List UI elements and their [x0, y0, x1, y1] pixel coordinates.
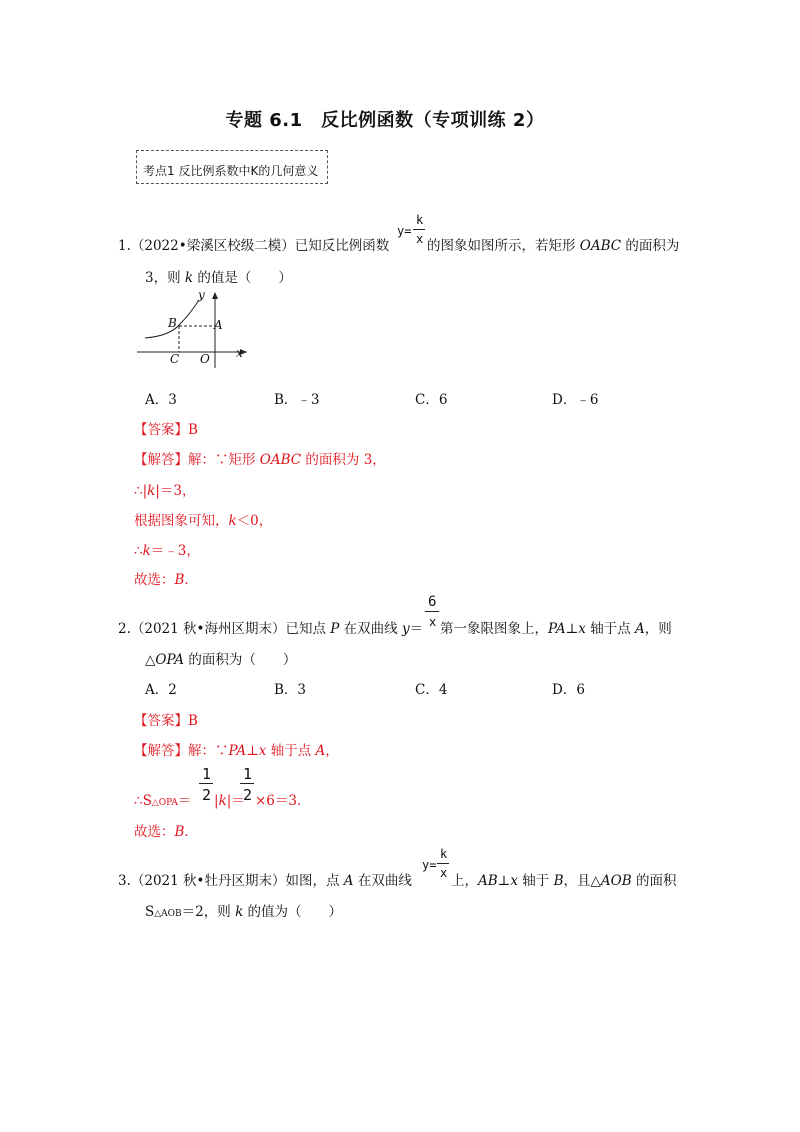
graph-label-x: x [236, 346, 243, 360]
q2-frac-den: x [429, 615, 437, 629]
q3-line2: S△AOB＝2，则 k 的值为（ ） [145, 904, 343, 920]
q1-solution-4: ∴k＝﹣3， [134, 543, 200, 559]
q3-frac-y: y= [422, 858, 437, 872]
graph-label-B: B [168, 316, 177, 330]
q2-solution-2-end: ×6＝3． [255, 793, 311, 809]
q1-option-c: C．6 [415, 392, 448, 408]
topic-label: 考点1 反比例系数中K的几何意义 [143, 164, 319, 178]
topic-box [136, 150, 328, 184]
q2-solution-2-pre: ∴S△OPA＝ [134, 793, 192, 809]
q2-half-den-1: 2 [202, 786, 212, 804]
q1-answer: 【答案】B [134, 422, 198, 438]
q2-option-a: A．2 [145, 682, 177, 698]
q2-line2: △OPA 的面积为（ ） [145, 652, 297, 668]
graph-label-O: O [200, 352, 210, 366]
graph-label-C: C [170, 352, 180, 366]
q1-frac-num: k [416, 213, 424, 227]
q2-option-d: D．6 [552, 682, 585, 698]
q3-line1-suffix: 上，AB⊥x 轴于 B，且△AOB 的面积 [451, 873, 677, 889]
q2-half-den-2: 2 [243, 786, 253, 804]
q2-frac-bar [425, 611, 439, 612]
q2-option-c: C．4 [415, 682, 448, 698]
q1-solution-2: ∴|k|＝3， [134, 483, 196, 499]
q2-frac-num: 6 [428, 594, 437, 610]
q1-solution-3: 根据图象可知，k＜0， [134, 513, 273, 529]
q1-frac-bar [413, 229, 425, 230]
q2-solution-3: 故选：B． [134, 824, 198, 840]
q2-half-num-2: 1 [243, 765, 253, 783]
q3-line1: 3.（2021 秋•牡丹区期末）如图，点 A 在双曲线 [118, 873, 412, 889]
graph-label-y: y [198, 288, 205, 302]
q2-half-bar-2 [240, 783, 254, 784]
q3-frac-num: k [440, 847, 448, 861]
q1-line1: 1.（2022•梁溪区校级二模）已知反比例函数 [118, 238, 390, 254]
q2-option-b: B．3 [274, 682, 307, 698]
q1-line2: 3，则 k 的值是（ ） [145, 270, 292, 286]
q1-line1-suffix: 的图象如图所示，若矩形 OABC 的面积为 [427, 238, 680, 254]
q3-frac-bar [437, 863, 449, 864]
q1-frac-den: x [416, 232, 424, 246]
q2-answer: 【答案】B [134, 713, 198, 729]
q1-solution-1: 【解答】解：∵矩形 OABC 的面积为 3， [134, 452, 386, 468]
q2-line1-suffix: 第一象限图象上，PA⊥x 轴于点 A，则 [440, 621, 672, 637]
q2-half-num-1: 1 [202, 765, 212, 783]
q1-solution-5: 故选：B． [134, 572, 198, 588]
q1-option-b: B．﹣3 [274, 392, 320, 408]
q2-solution-1: 【解答】解：∵PA⊥x 轴于点 A， [134, 743, 339, 759]
q1-option-d: D．﹣6 [552, 392, 599, 408]
q2-solution-2-k: |k|＝ [214, 793, 245, 809]
page-title: 专题 6.1 反比例函数（专项训练 2） [225, 110, 545, 131]
graph-label-A: A [214, 318, 223, 332]
y-axis-arrow [212, 292, 218, 299]
q3-frac-den: x [440, 866, 448, 880]
q1-option-a: A．3 [145, 392, 177, 408]
q2-line1: 2.（2021 秋•海州区期末）已知点 P 在双曲线 y＝ [118, 621, 424, 637]
q1-frac-y: y= [397, 224, 412, 238]
q2-half-bar-1 [199, 783, 213, 784]
